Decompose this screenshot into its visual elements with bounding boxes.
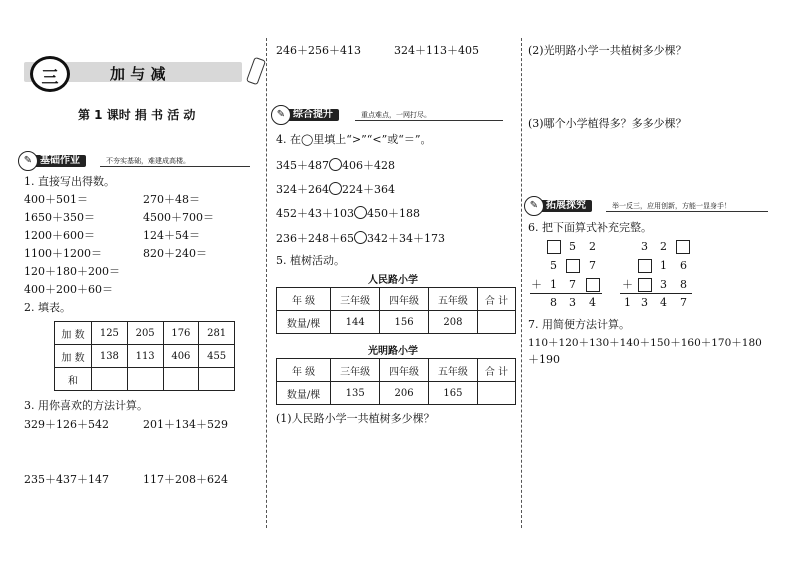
q1-item: 4500＋700＝: [143, 211, 214, 224]
unit-title: 加 与 减: [110, 65, 166, 83]
digit: 2: [589, 240, 596, 253]
section-comprehensive-desc: 重点难点，一网打尽。: [361, 111, 431, 119]
q7-expression-line-2: ＋190: [528, 353, 560, 366]
q1-item: 124＋54＝: [143, 229, 200, 242]
table-row: 和: [55, 368, 235, 391]
digit: 3: [660, 278, 667, 291]
plus-sign: ＋: [622, 278, 633, 291]
plus-sign: ＋: [531, 278, 542, 291]
digit: 1: [624, 296, 631, 309]
q7-expression-line-1: 110＋120＋130＋140＋150＋160＋170＋180: [528, 337, 762, 349]
digit: 7: [680, 296, 687, 309]
tree-table-2: [276, 358, 516, 405]
table-row: 数量/棵 135 206 165: [277, 382, 516, 405]
q1-item: 270＋48＝: [143, 193, 200, 206]
answer-cell[interactable]: [477, 382, 515, 405]
answer-cell[interactable]: [199, 368, 235, 391]
q1-item: 1650＋350＝: [24, 211, 95, 224]
digit: 5: [569, 240, 576, 253]
section-comprehensive: [273, 107, 503, 123]
compare-circle[interactable]: [354, 231, 367, 244]
question-3: 3. 用你喜欢的方法计算。: [24, 399, 148, 412]
section-extension: [526, 198, 768, 214]
sum-line: [620, 293, 692, 294]
column-divider-right: [521, 38, 522, 528]
blank-box[interactable]: [676, 240, 690, 254]
digit: 7: [569, 278, 576, 291]
section-extension-desc: 举一反三，应用创新，方能一显身手！: [612, 202, 731, 210]
answer-cell[interactable]: [163, 368, 199, 391]
q3-item: 246＋256＋413: [276, 44, 361, 57]
question-1: 1. 直接写出得数。: [24, 175, 115, 188]
table-row: 加 数 138 113 406 455: [55, 345, 235, 368]
section-comprehensive-title: 综合提升: [273, 109, 339, 121]
blank-box[interactable]: [586, 278, 600, 292]
q3-item: 329＋126＋542: [24, 418, 109, 431]
digit: 3: [641, 296, 648, 309]
sub-question-3: (3)哪个小学植得多？多多少棵？: [528, 117, 687, 130]
q1-item: 400＋501＝: [24, 193, 88, 206]
digit: 8: [550, 296, 557, 309]
unit-number-badge: [30, 56, 70, 92]
compare-row: 345＋487 406＋428: [276, 159, 395, 172]
answer-cell[interactable]: [477, 311, 515, 334]
q1-item: 820＋240＝: [143, 247, 207, 260]
compare-row: 452＋43＋103 450＋188: [276, 207, 420, 220]
digit: 4: [660, 296, 667, 309]
question-4: 4. 在◯里填上“>”“<”或“＝”。: [276, 133, 432, 146]
digit: 5: [550, 259, 557, 272]
tree-table-1: [276, 287, 516, 334]
sum-line: [530, 293, 602, 294]
section-basic-title: 基础作业: [20, 155, 86, 167]
q1-item: 120＋180＋200＝: [24, 265, 120, 278]
pencil-icon: ✎: [524, 196, 544, 216]
q1-item: 1200＋600＝: [24, 229, 95, 242]
digit: 3: [569, 296, 576, 309]
pencil-icon: [246, 57, 266, 86]
digit: 3: [641, 240, 648, 253]
digit: 8: [680, 278, 687, 291]
section-extension-title: 拓展探究: [526, 200, 592, 212]
blank-box[interactable]: [566, 259, 580, 273]
digit: 1: [660, 259, 667, 272]
answer-cell[interactable]: [127, 368, 163, 391]
unit-number: 三: [41, 68, 59, 88]
compare-circle[interactable]: [329, 158, 342, 171]
sum-table: [54, 321, 235, 391]
table-row: 加 数 125 205 176 281: [55, 322, 235, 345]
column-divider-left: [266, 38, 267, 528]
blank-box[interactable]: [638, 259, 652, 273]
q3-item: 201＋134＋529: [143, 418, 228, 431]
table-row: 年 级 三年级 四年级 五年级 合 计: [277, 359, 516, 382]
school-1-title: 人民路小学: [368, 275, 418, 286]
school-2-title: 光明路小学: [368, 346, 418, 357]
q3-item: 324＋113＋405: [394, 44, 479, 57]
q3-item: 117＋208＋624: [143, 473, 228, 486]
answer-cell[interactable]: [92, 368, 128, 391]
digit: 6: [680, 259, 687, 272]
q1-item: 400＋200＋60＝: [24, 283, 113, 296]
digit: 1: [550, 278, 557, 291]
question-6: 6. 把下面算式补充完整。: [528, 221, 652, 234]
blank-box[interactable]: [638, 278, 652, 292]
digit: 2: [660, 240, 667, 253]
blank-box[interactable]: [547, 240, 561, 254]
table-row: 数量/棵 144 156 208: [277, 311, 516, 334]
digit: 7: [589, 259, 596, 272]
pencil-icon: ✎: [271, 105, 291, 125]
compare-circle[interactable]: [329, 182, 342, 195]
pencil-icon: ✎: [18, 151, 38, 171]
lesson-title: 第 1 课时 捐 书 活 动: [78, 108, 196, 122]
q3-item: 235＋437＋147: [24, 473, 109, 486]
section-basic: [20, 153, 250, 169]
compare-row: 236＋248＋65 342＋34＋173: [276, 232, 445, 245]
digit: 4: [589, 296, 596, 309]
compare-circle[interactable]: [354, 206, 367, 219]
sub-question-1: (1)人民路小学一共植树多少棵？: [276, 412, 435, 425]
section-basic-desc: 不夯实基础，难建成高楼。: [106, 157, 190, 165]
table-row: 年 级 三年级 四年级 五年级 合 计: [277, 288, 516, 311]
question-7: 7. 用简便方法计算。: [528, 318, 630, 331]
q1-item: 1100＋1200＝: [24, 247, 102, 260]
question-5: 5. 植树活动。: [276, 254, 345, 267]
compare-row: 324＋264 224＋364: [276, 183, 395, 196]
question-2: 2. 填表。: [24, 301, 71, 314]
sub-question-2: (2)光明路小学一共植树多少棵？: [528, 44, 687, 57]
